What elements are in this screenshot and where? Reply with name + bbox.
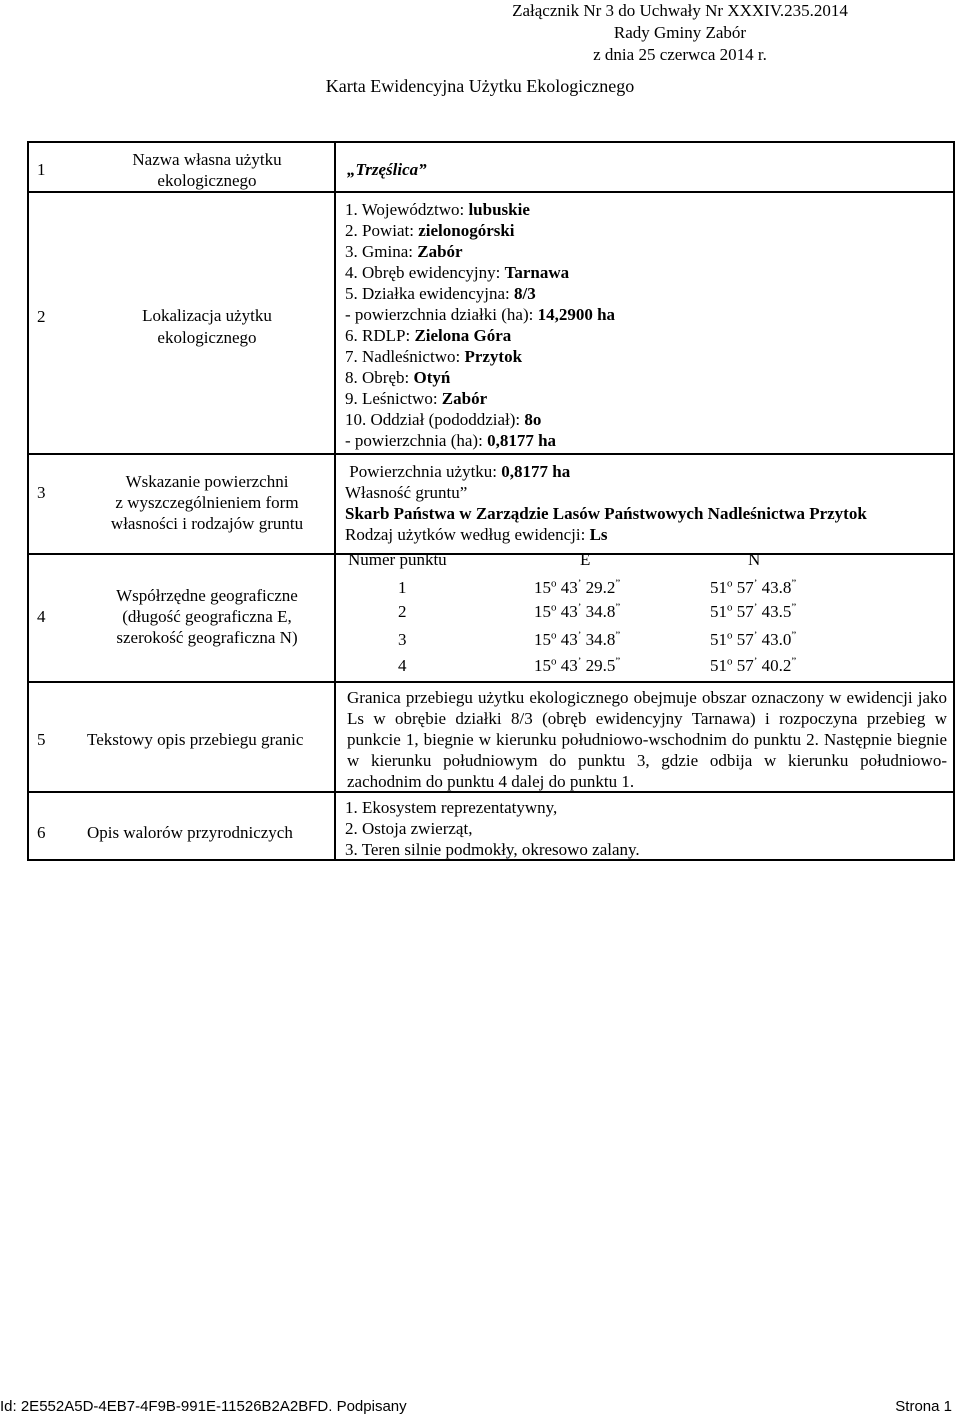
row-label: Nazwa własna użytku bbox=[132, 150, 282, 169]
row-label: własności i rodzajów gruntu bbox=[110, 514, 304, 533]
row-label: ekologicznego bbox=[157, 328, 257, 347]
location-item: 1. Województwo: lubuskie bbox=[345, 200, 530, 219]
row-label: Opis walorów przyrodniczych bbox=[87, 823, 293, 842]
document-title: Karta Ewidencyjna Użytku Ekologicznego bbox=[325, 76, 635, 96]
point-n: 51$^o$ 57’ 40.2” bbox=[710, 655, 797, 675]
coordinates-table bbox=[348, 549, 908, 679]
location-item: - powierzchnia działki (ha): 14,2900 ha bbox=[345, 305, 616, 324]
location-item: 5. Działka ewidencyjna: 8/3 bbox=[345, 284, 536, 303]
coordinate-row bbox=[348, 601, 908, 625]
point-n: 51$^o$ 57’ 43.5” bbox=[710, 601, 797, 621]
value-item: 1. Ekosystem reprezentatywny, bbox=[345, 798, 558, 817]
row-label: z wyszczególnieniem form bbox=[115, 493, 299, 512]
row-number: 6 bbox=[37, 823, 46, 842]
coordinate-row bbox=[348, 655, 908, 679]
coordinate-row bbox=[348, 629, 908, 653]
location-item: 9. Leśnictwo: Zabór bbox=[345, 389, 488, 408]
value-item: 3. Teren silnie podmokły, okresowo zalany. bbox=[345, 840, 640, 859]
location-item: - powierzchnia (ha): 0,8177 ha bbox=[345, 431, 557, 450]
location-item: 2. Powiat: zielonogórski bbox=[345, 221, 515, 240]
coordinates-header bbox=[348, 549, 908, 573]
document-id: Id: 2E552A5D-4EB7-4F9B-991E-11526B2A2BFD. Podpisany bbox=[0, 1398, 407, 1415]
page-number: Strona 1 bbox=[895, 1398, 952, 1415]
point-e: 15$^o$ 43’ 29.2” bbox=[534, 577, 621, 597]
location-item: 6. RDLP: Zielona Góra bbox=[345, 326, 512, 345]
point-number: 3 bbox=[398, 630, 407, 649]
attachment-line: Załącznik Nr 3 do Uchwały Nr XXXIV.235.2014 bbox=[512, 1, 848, 20]
location-item: 4. Obręb ewidencyjny: Tarnawa bbox=[345, 263, 570, 282]
row-values bbox=[29, 793, 953, 859]
location-item: 8. Obręb: Otyń bbox=[345, 368, 451, 387]
header-e: E bbox=[580, 550, 591, 569]
area-info bbox=[345, 461, 947, 545]
row-number: 2 bbox=[37, 307, 46, 326]
land-type-line: Rodzaj użytków według ewidencji: Ls bbox=[345, 525, 608, 544]
row-label: szerokość geograficzna N) bbox=[116, 628, 298, 647]
row-label: Tekstowy opis przebiegu granic bbox=[87, 730, 304, 749]
row-area bbox=[29, 455, 953, 555]
row-label: Wskazanie powierzchni bbox=[125, 472, 289, 491]
coordinate-row bbox=[348, 577, 908, 601]
location-item: 7. Nadleśnictwo: Przytok bbox=[345, 347, 523, 366]
point-number: 4 bbox=[398, 656, 407, 675]
date-line: z dnia 25 czerwca 2014 r. bbox=[593, 45, 767, 64]
row-label: (długość geograficzna E, bbox=[122, 607, 292, 626]
row-name bbox=[29, 143, 953, 193]
row-number: 1 bbox=[37, 160, 46, 179]
point-n: 51$^o$ 57’ 43.8” bbox=[710, 577, 797, 597]
row-label: Współrzędne geograficzne bbox=[116, 586, 298, 605]
header-n: N bbox=[748, 550, 761, 569]
site-name: „Trzęślica” bbox=[347, 160, 427, 179]
row-number: 4 bbox=[37, 607, 46, 626]
value-item: 2. Ostoja zwierząt, bbox=[345, 819, 473, 838]
surface-line: Powierzchnia użytku: 0,8177 ha bbox=[349, 462, 571, 481]
point-e: 15$^o$ 43’ 34.8” bbox=[534, 601, 621, 621]
point-e: 15$^o$ 43’ 29.5” bbox=[534, 655, 621, 675]
row-label: ekologicznego bbox=[157, 171, 257, 190]
boundary-description: Granica przebiegu użytku ekologicznego obejmuje obszar oznaczony w ewidencji jako Ls w obrębie działki 8/3 (obręb ewidencyjny Tarnawa) i rozpoczyna przebieg w punkcie 1, biegnie w kierunku południowo-wschodnim do punktu 2. Następnie biegnie w kierunku południowym do punktu 3, gdzie odbija w kierunku południowo-zachodnim do punktu 4 dalej do punktu 1. bbox=[347, 688, 947, 791]
row-number: 3 bbox=[37, 483, 46, 502]
row-label: Lokalizacja użytku bbox=[142, 306, 272, 325]
row-location bbox=[29, 193, 953, 455]
record-table bbox=[27, 141, 955, 861]
council-line: Rady Gminy Zabór bbox=[613, 23, 747, 42]
point-e: 15$^o$ 43’ 34.8” bbox=[534, 629, 621, 649]
row-boundary bbox=[29, 683, 953, 793]
location-item: 10. Oddział (pododdział): 8o bbox=[345, 410, 542, 429]
point-number: 2 bbox=[398, 602, 407, 621]
location-list bbox=[345, 199, 947, 451]
point-number: 1 bbox=[398, 578, 407, 597]
ownership-value: Skarb Państwa w Zarządzie Lasów Państwowych Nadleśnictwa Przytok bbox=[345, 504, 867, 523]
location-item: 3. Gmina: Zabór bbox=[345, 242, 463, 261]
header-point-number: Numer punktu bbox=[348, 550, 447, 569]
row-number: 5 bbox=[37, 730, 46, 749]
values-list bbox=[345, 797, 947, 860]
ownership-label: Własność gruntu” bbox=[345, 483, 468, 502]
point-n: 51$^o$ 57’ 43.0” bbox=[710, 629, 797, 649]
